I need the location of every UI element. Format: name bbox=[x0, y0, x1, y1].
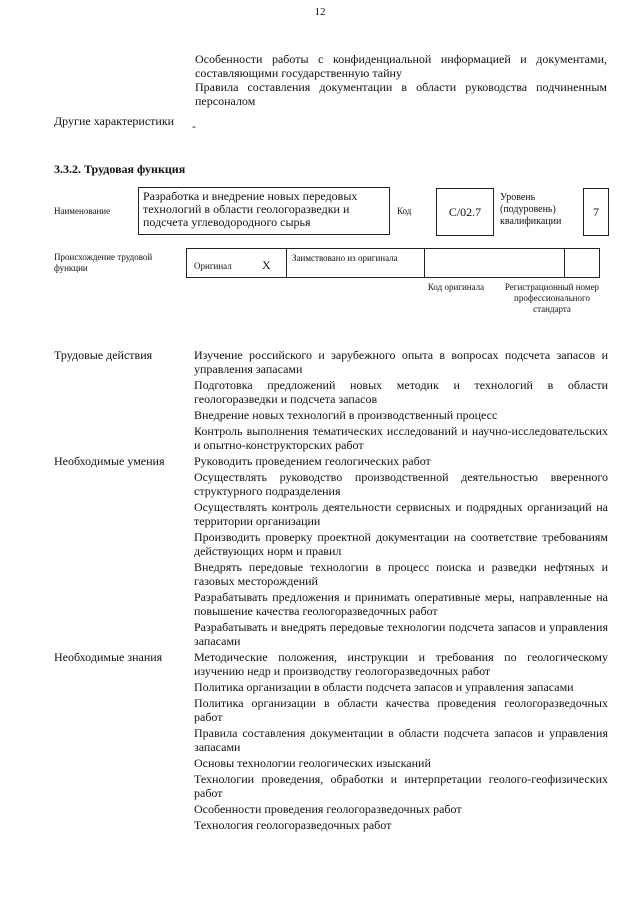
list-item: Политика организации в области качества проведения геологоразведочных работ bbox=[194, 696, 608, 724]
origin-label: Происхождение трудовой функции bbox=[54, 252, 153, 273]
knowledge-item: Правила составления документации в области руководства подчиненным персоналом bbox=[195, 80, 607, 108]
original-mark: X bbox=[262, 258, 271, 272]
knowledge-item: Особенности работы с конфиденциальной информацией и документами, составляющими государственную тайну bbox=[195, 52, 607, 80]
qualification-level-box: 7 bbox=[583, 188, 609, 236]
list-item: Технологии проведения, обработки и интерпретации геолого-геофизических работ bbox=[194, 772, 608, 800]
previous-section-continuation bbox=[195, 52, 607, 108]
list-item: Политика организации в области подсчета запасов и управления запасами bbox=[194, 680, 574, 694]
list-item: Разрабатывать предложения и принимать оперативные меры, направленные на повышение качества геологоразведочных работ bbox=[194, 590, 608, 618]
row-label: Трудовые действия bbox=[54, 348, 153, 362]
skills-row bbox=[54, 454, 610, 650]
page-number: 12 bbox=[314, 6, 326, 18]
origin-cell-empty bbox=[424, 249, 564, 277]
list-item: Осуществлять контроль деятельности сервисных и подрядных организаций на территории организации bbox=[194, 500, 608, 528]
list-item: Основы технологии геологических изысканий bbox=[194, 756, 431, 770]
labor-actions-row bbox=[54, 348, 610, 454]
list-item: Производить проверку проектной документации на соответствие требованиям действующих норм и правил bbox=[194, 530, 608, 558]
function-code-box: C/02.7 bbox=[436, 188, 494, 236]
list-item: Особенности проведения геологоразведочных работ bbox=[194, 802, 462, 816]
code-label: Код bbox=[397, 206, 412, 216]
section-title: 3.3.2. Трудовая функция bbox=[54, 162, 186, 176]
other-characteristics-label: Другие характеристики bbox=[54, 114, 175, 128]
origin-table-row bbox=[186, 248, 600, 278]
list-item: Правила составления документации в области подсчета запасов и управления запасами bbox=[194, 726, 608, 754]
other-characteristics-value: - bbox=[192, 119, 196, 133]
list-item: Технология геологоразведочных работ bbox=[194, 818, 392, 832]
list-item: Изучение российского и зарубежного опыта в вопросах подсчета запасов и управления запасами bbox=[194, 348, 608, 376]
row-label: Необходимые знания bbox=[54, 650, 163, 664]
list-item: Внедрять передовые технологии в процесс поиска и разведки нефтяных и газовых месторождений bbox=[194, 560, 608, 588]
qualification-level-label: Уровень (подуровень) квалификации bbox=[500, 192, 562, 227]
list-item: Подготовка предложений новых методик и технологий в области геологоразведки и подсчета запасов bbox=[194, 378, 608, 406]
original-label: Оригинал bbox=[194, 261, 232, 271]
borrowed-label: Заимствовано из оригинала bbox=[292, 253, 398, 263]
registration-number-label: Регистрационный номер профессионального стандарта bbox=[504, 282, 600, 314]
requirements-list bbox=[54, 348, 610, 834]
name-label: Наименование bbox=[54, 206, 111, 216]
code-original-label: Код оригинала bbox=[427, 282, 485, 292]
list-item: Методические положения, инструкции и требования по геологическому изучению недр и производству геологоразведочных работ bbox=[194, 650, 608, 678]
list-item: Разрабатывать и внедрять передовые технологии подсчета запасов и управления запасами bbox=[194, 620, 608, 648]
origin-cell-code bbox=[564, 249, 600, 277]
function-name-box: Разработка и внедрение новых передовых технологий в области геологоразведки и подсчета углеводородного сырья bbox=[138, 187, 390, 235]
row-label: Необходимые умения bbox=[54, 454, 165, 468]
knowledge-row bbox=[54, 650, 610, 834]
list-item: Контроль выполнения тематических исследований и научно-исследовательских и опытно-конструкторских работ bbox=[194, 424, 608, 452]
list-item: Внедрение новых технологий в производственный процесс bbox=[194, 408, 498, 422]
list-item: Руководить проведением геологических работ bbox=[194, 454, 431, 468]
list-item: Осуществлять руководство производственной деятельностью вверенного структурного подразделения bbox=[194, 470, 608, 498]
